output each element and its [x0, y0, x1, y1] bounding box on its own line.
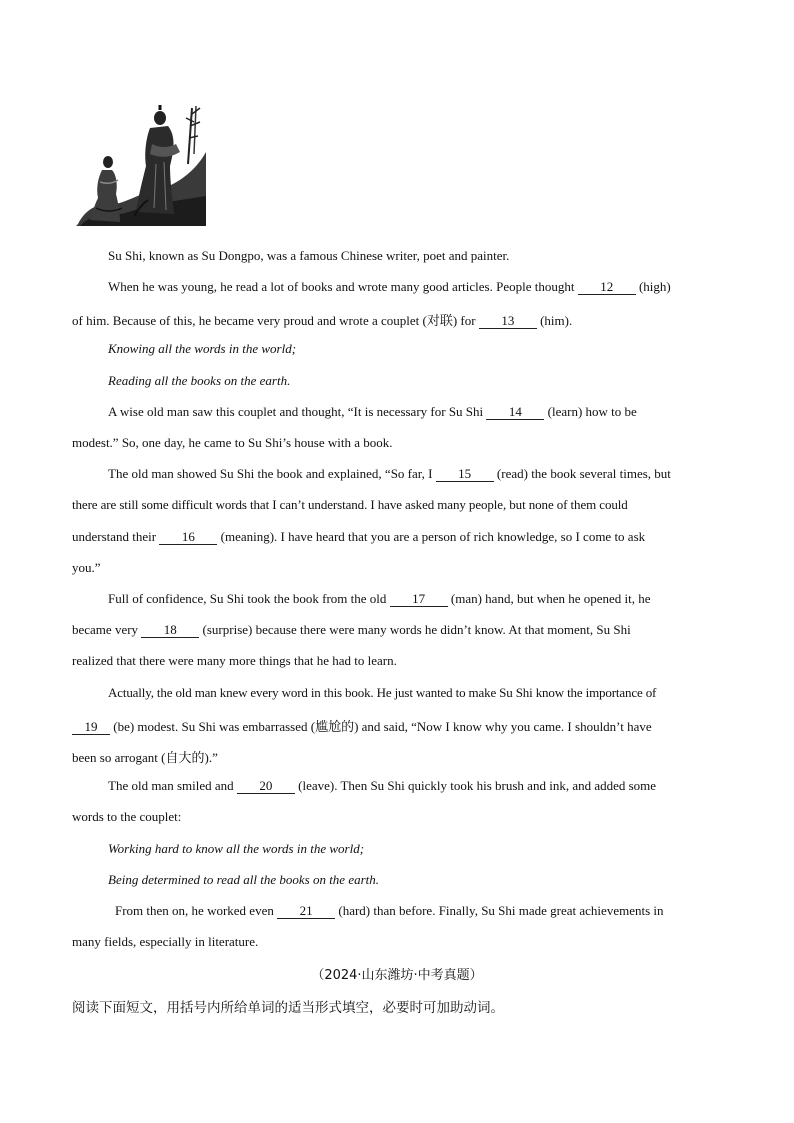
paragraph-4-line-3	[72, 529, 645, 545]
couplet-line-2: Reading all the books on the earth.	[108, 373, 291, 388]
hint-word: (leave). Then Su Shi quickly took his brush and ink, and added some	[298, 778, 657, 793]
couplet-2-line-1: Working hard to know all the words in the world;	[108, 841, 365, 856]
hint-word: (learn) how to be	[547, 404, 637, 419]
blank-16[interactable]: 16	[159, 530, 217, 545]
paragraph-text: of him. Because of this, he became very proud and wrote a couplet (对联) for	[72, 313, 476, 328]
paragraph-3-line-1	[108, 404, 637, 420]
paragraph-1-text: Su Shi, known as Su Dongpo, was a famous Chinese writer, poet and painter.	[108, 248, 510, 263]
paragraph-7-line-1	[108, 778, 656, 794]
hint-word: (surprise) because there were many words he didn’t know. At that moment, Su Shi	[202, 622, 631, 637]
paragraph-5-line-3: realized that there were many more things that he had to learn.	[72, 653, 397, 668]
blank-17[interactable]: 17	[390, 592, 448, 607]
paragraph-text: The old man showed Su Shi the book and explained, “So far, I	[108, 466, 433, 481]
paragraph-2-line-2	[72, 310, 572, 329]
instruction-text: 阅读下面短文，用括号内所给单词的适当形式填空，必要时可加助动词。	[72, 1000, 504, 1016]
blank-12[interactable]: 12	[578, 280, 636, 295]
hint-word: (meaning). I have heard that you are a person of rich knowledge, so I come to ask	[220, 529, 646, 544]
hint-word: (hard) than before. Finally, Su Shi made great achievements in	[338, 903, 664, 918]
paragraph-6-line-1: Actually, the old man knew every word in this book. He just wanted to make Su Shi know the importance of	[108, 685, 657, 700]
paragraph-4-line-1	[108, 466, 671, 482]
paragraph-8-line-2: many fields, especially in literature.	[72, 934, 259, 949]
paragraph-text: From then on, he worked even	[115, 903, 274, 918]
paragraph-6-line-2	[72, 716, 652, 735]
couplet-line-1: Knowing all the words in the world;	[108, 341, 297, 356]
paragraph-text: When he was young, he read a lot of books and wrote many good articles. People thought	[108, 279, 575, 294]
paragraph-8-line-1	[115, 903, 664, 919]
paragraph-text: understand their	[72, 529, 157, 544]
paragraph-4-line-4: you.”	[72, 560, 101, 575]
blank-15[interactable]: 15	[436, 467, 494, 482]
paragraph-6-line-3: been so arrogant (自大的).”	[72, 750, 218, 765]
blank-14[interactable]: 14	[486, 405, 544, 420]
couplet-2-line-2: Being determined to read all the books on the earth.	[108, 872, 380, 887]
su-shi-illustration	[76, 104, 208, 226]
hint-word: (man) hand, but when he opened it, he	[450, 591, 651, 606]
hint-word: (read) the book several times, but	[496, 466, 671, 481]
hint-word: (be) modest. Su Shi was embarrassed (尴尬的) and said, “Now I know why you came. I shouldn’t have	[113, 719, 652, 734]
blank-20[interactable]: 20	[237, 779, 295, 794]
exam-source: （2024·山东潍坊·中考真题）	[311, 968, 483, 983]
paragraph-text: A wise old man saw this couplet and thought, “It is necessary for Su Shi	[108, 404, 484, 419]
paragraph-5-line-2	[72, 622, 631, 638]
paragraph-2-line-1	[108, 279, 671, 295]
hint-word: (high)	[638, 279, 671, 294]
blank-19[interactable]: 19	[72, 720, 110, 735]
paragraph-text: The old man smiled and	[108, 778, 234, 793]
paragraph-text: Full of confidence, Su Shi took the book from the old	[108, 591, 387, 606]
paragraph-5-line-1	[108, 591, 651, 607]
paragraph-1	[108, 248, 509, 264]
blank-13[interactable]: 13	[479, 314, 537, 329]
paragraph-text: became very	[72, 622, 139, 637]
paragraph-3-line-2: modest.” So, one day, he came to Su Shi’s house with a book.	[72, 435, 393, 450]
blank-18[interactable]: 18	[141, 623, 199, 638]
paragraph-4-line-2: there are still some difficult words that I can’t understand. I have asked many people, but none of them could	[72, 497, 628, 512]
paragraph-7-line-2: words to the couplet:	[72, 809, 182, 824]
hint-word: (him).	[540, 313, 573, 328]
blank-21[interactable]: 21	[277, 904, 335, 919]
